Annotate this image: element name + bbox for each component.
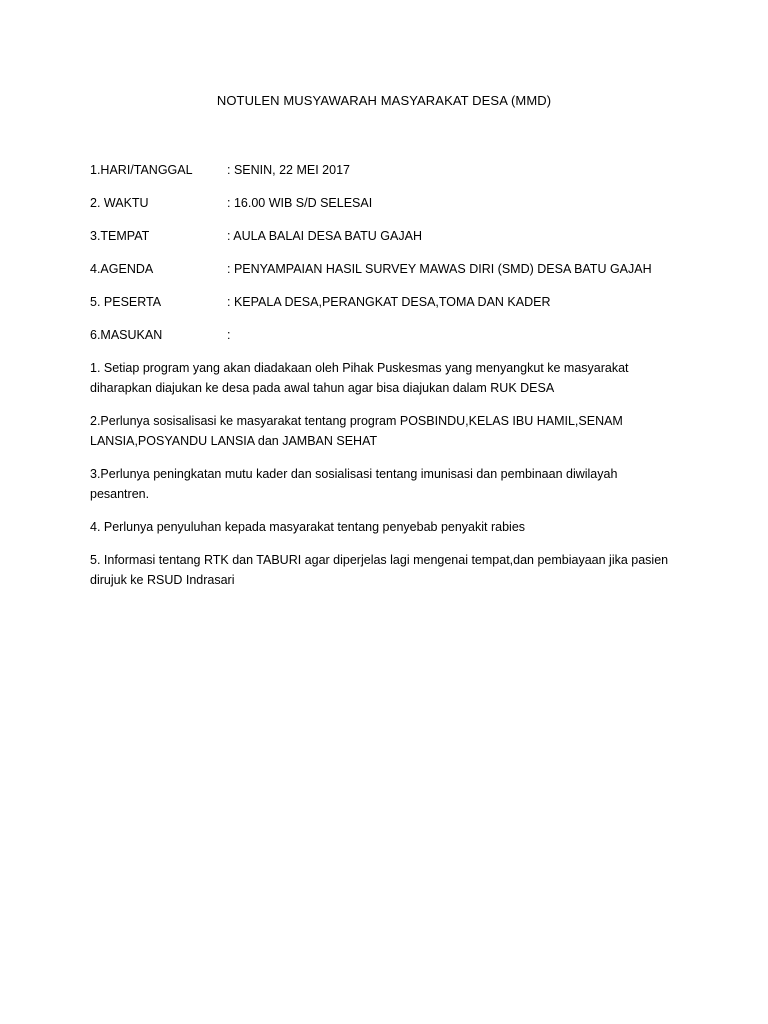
item-line: 1. Setiap program yang akan diadakaan oleh Pihak Puskesmas yang menyangkut ke masyarakat xyxy=(90,361,629,375)
field-label: 5. PESERTA xyxy=(90,295,162,309)
list-item xyxy=(90,358,690,398)
field-value: : SENIN, 22 MEI 2017 xyxy=(227,163,350,177)
field-label: 6.MASUKAN xyxy=(90,328,163,342)
field-label: 4.AGENDA xyxy=(90,262,154,276)
list-item xyxy=(90,517,690,537)
field-row-participants xyxy=(90,295,690,328)
field-row-input xyxy=(90,328,690,361)
field-row-time xyxy=(90,196,690,229)
item-line: 3.Perlunya peningkatan mutu kader dan sosialisasi tentang imunisasi dan pembinaan diwilayah xyxy=(90,467,618,481)
field-label: 3.TEMPAT xyxy=(90,229,150,243)
field-row-date xyxy=(90,163,690,196)
item-line: 4. Perlunya penyuluhan kepada masyarakat tentang penyebab penyakit rabies xyxy=(90,520,526,534)
item-line: dirujuk ke RSUD Indrasari xyxy=(90,573,235,587)
list-item xyxy=(90,411,690,451)
field-row-place xyxy=(90,229,690,262)
list-item xyxy=(90,550,690,590)
field-row-agenda xyxy=(90,262,690,295)
item-line: LANSIA,POSYANDU LANSIA dan JAMBAN SEHAT xyxy=(90,434,378,448)
item-line: pesantren. xyxy=(90,487,150,501)
field-value: : 16.00 WIB S/D SELESAI xyxy=(227,196,373,210)
field-value: : KEPALA DESA,PERANGKAT DESA,TOMA DAN KADER xyxy=(227,295,551,309)
field-label: 1.HARI/TANGGAL xyxy=(90,163,193,177)
field-label: 2. WAKTU xyxy=(90,196,149,210)
item-line: 5. Informasi tentang RTK dan TABURI agar diperjelas lagi mengenai tempat,dan pembiayaan jika pasien xyxy=(90,553,669,567)
field-value: : AULA BALAI DESA BATU GAJAH xyxy=(227,229,422,243)
list-item xyxy=(90,464,690,504)
item-line: diharapkan diajukan ke desa pada awal tahun agar bisa diajukan dalam RUK DESA xyxy=(90,381,555,395)
field-value: : PENYAMPAIAN HASIL SURVEY MAWAS DIRI (SMD) DESA BATU GAJAH xyxy=(227,262,652,276)
item-line: 2.Perlunya sosisalisasi ke masyarakat tentang program POSBINDU,KELAS IBU HAMIL,SENAM xyxy=(90,414,623,428)
field-value: : xyxy=(227,328,231,342)
meeting-details xyxy=(90,163,690,361)
document-title: NOTULEN MUSYAWARAH MASYARAKAT DESA (MMD) xyxy=(216,93,552,108)
input-items-list xyxy=(90,358,690,603)
